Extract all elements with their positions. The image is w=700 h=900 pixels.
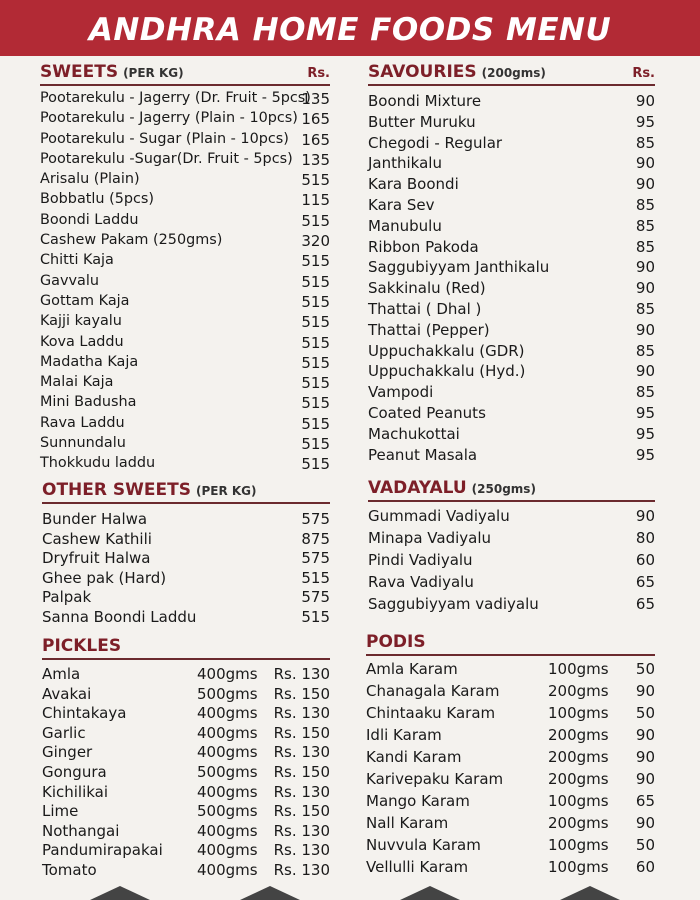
item-quantity: 400gms bbox=[197, 743, 258, 762]
item-price: Rs. 130 bbox=[273, 704, 330, 723]
item-name: Arisalu (Plain) bbox=[40, 171, 140, 188]
item-name: Saggubiyyam Janthikalu bbox=[368, 258, 550, 277]
podis-section bbox=[366, 632, 655, 880]
menu-item bbox=[42, 763, 330, 783]
item-name: Pootarekulu - Jagerry (Dr. Fruit - 5pcs) bbox=[40, 90, 311, 106]
menu-item bbox=[42, 783, 330, 803]
item-name: Pootarekulu - Jagerry (Plain - 10pcs) bbox=[40, 110, 298, 127]
item-name: Chintaaku Karam bbox=[366, 704, 496, 722]
item-name: Garlic bbox=[42, 723, 86, 742]
savouries-list bbox=[368, 92, 655, 466]
item-name: Cashew Kathili bbox=[42, 529, 152, 548]
menu-item bbox=[40, 110, 330, 130]
menu-item bbox=[368, 529, 655, 551]
menu-item bbox=[366, 682, 655, 704]
savouries-title: SAVOURIES bbox=[368, 62, 477, 82]
item-price: 515 bbox=[301, 568, 330, 587]
pickles-title: PICKLES bbox=[42, 636, 122, 656]
item-price: 50 bbox=[635, 704, 655, 722]
menu-item bbox=[366, 770, 655, 792]
menu-item bbox=[366, 836, 655, 858]
menu-item bbox=[40, 131, 330, 151]
vadayalu-list bbox=[368, 507, 655, 617]
item-price: Rs. 130 bbox=[273, 665, 330, 683]
item-name: Kajji kayalu bbox=[40, 313, 122, 330]
item-price: 575 bbox=[301, 549, 330, 568]
other-sweets-title: OTHER SWEETS bbox=[42, 480, 191, 500]
footer-ornament bbox=[0, 886, 700, 900]
menu-item bbox=[42, 549, 330, 569]
item-name: Gongura bbox=[42, 762, 107, 781]
menu-item bbox=[40, 293, 330, 313]
podis-header bbox=[366, 632, 655, 656]
item-price: 90 bbox=[635, 175, 655, 194]
item-price: 515 bbox=[301, 333, 330, 352]
menu-item bbox=[40, 232, 330, 252]
item-quantity: 100gms bbox=[548, 660, 609, 678]
item-price: Rs. 150 bbox=[273, 723, 330, 742]
item-price: 115 bbox=[301, 191, 330, 210]
item-name: Thokkudu laddu bbox=[40, 455, 156, 472]
item-quantity: 100gms bbox=[548, 836, 609, 854]
item-price: 575 bbox=[301, 588, 330, 607]
menu-item bbox=[42, 608, 330, 628]
item-price: Rs. 130 bbox=[273, 860, 330, 879]
item-price: 575 bbox=[301, 510, 330, 528]
menu-item bbox=[368, 258, 655, 279]
item-name: Kara Sev bbox=[368, 195, 435, 214]
menu-item bbox=[368, 217, 655, 238]
item-price: 515 bbox=[301, 607, 330, 626]
item-price: 90 bbox=[635, 320, 655, 339]
other-sweets-list bbox=[42, 510, 330, 628]
item-price: 95 bbox=[635, 424, 655, 443]
item-price: 85 bbox=[635, 133, 655, 152]
item-price: Rs. 150 bbox=[273, 802, 330, 821]
item-name: Rava Laddu bbox=[40, 414, 125, 431]
item-name: Pootarekulu - Sugar (Plain - 10pcs) bbox=[40, 130, 289, 147]
item-quantity: 100gms bbox=[548, 704, 609, 722]
item-quantity: 500gms bbox=[197, 802, 258, 821]
menu-item bbox=[42, 802, 330, 822]
item-name: Cashew Pakam (250gms) bbox=[40, 232, 223, 249]
item-price: 95 bbox=[635, 403, 655, 422]
item-name: Dryfruit Halwa bbox=[42, 549, 151, 568]
item-name: Uppuchakkalu (GDR) bbox=[368, 341, 525, 360]
menu-item bbox=[368, 507, 655, 529]
item-quantity: 400gms bbox=[197, 723, 258, 742]
menu-item bbox=[368, 404, 655, 425]
item-name: Pindi Vadiyalu bbox=[368, 551, 473, 569]
other-sweets-header bbox=[42, 480, 330, 504]
menu-item bbox=[368, 300, 655, 321]
item-quantity: 200gms bbox=[548, 748, 609, 766]
item-price: Rs. 130 bbox=[273, 782, 330, 801]
item-price: 85 bbox=[635, 237, 655, 256]
menu-item bbox=[42, 861, 330, 881]
item-name: Sanna Boondi Laddu bbox=[42, 607, 197, 626]
item-price: 50 bbox=[635, 836, 655, 854]
item-name: Nothangai bbox=[42, 821, 120, 840]
item-price: 60 bbox=[635, 858, 655, 876]
item-price: 90 bbox=[635, 726, 655, 744]
item-name: Mini Badusha bbox=[40, 394, 137, 411]
menu-item bbox=[40, 415, 330, 435]
menu-item bbox=[42, 822, 330, 842]
item-price: Rs. 150 bbox=[273, 762, 330, 781]
item-price: 50 bbox=[635, 660, 655, 678]
savouries-rs-label: Rs. bbox=[632, 66, 655, 81]
sweets-rs-label: Rs. bbox=[307, 66, 330, 81]
menu-item bbox=[42, 841, 330, 861]
item-name: Chitti Kaja bbox=[40, 252, 114, 269]
item-name: Chegodi - Regular bbox=[368, 133, 503, 152]
item-quantity: 200gms bbox=[548, 726, 609, 744]
vadayalu-title: VADAYALU bbox=[368, 478, 467, 498]
item-price: 90 bbox=[635, 258, 655, 277]
sweets-unit: (PER KG) bbox=[123, 66, 184, 80]
item-price: Rs. 130 bbox=[273, 841, 330, 860]
item-price: 65 bbox=[635, 595, 655, 613]
item-name: Kandi Karam bbox=[366, 748, 462, 766]
menu-item bbox=[366, 726, 655, 748]
menu-item bbox=[368, 321, 655, 342]
item-price: 515 bbox=[301, 394, 330, 413]
menu-item bbox=[40, 273, 330, 293]
sweets-title: SWEETS bbox=[40, 62, 119, 82]
menu-item bbox=[42, 530, 330, 550]
item-name: Uppuchakkalu (Hyd.) bbox=[368, 362, 526, 381]
item-name: Minapa Vadiyalu bbox=[368, 529, 492, 547]
item-price: Rs. 130 bbox=[273, 821, 330, 840]
menu-item bbox=[368, 113, 655, 134]
savouries-header bbox=[368, 62, 655, 86]
item-name: Nall Karam bbox=[366, 814, 449, 832]
menu-item bbox=[366, 858, 655, 880]
item-name: Coated Peanuts bbox=[368, 403, 486, 422]
item-name: Saggubiyyam vadiyalu bbox=[368, 595, 539, 613]
item-price: 90 bbox=[635, 814, 655, 832]
item-name: Madatha Kaja bbox=[40, 353, 139, 370]
item-quantity: 400gms bbox=[197, 860, 258, 879]
menu-item bbox=[40, 171, 330, 191]
pickles-list bbox=[42, 665, 330, 881]
vadayalu-unit: (250gms) bbox=[471, 482, 536, 496]
item-price: 515 bbox=[301, 414, 330, 433]
menu-item bbox=[40, 394, 330, 414]
item-quantity: 200gms bbox=[548, 770, 609, 788]
item-name: Machukottai bbox=[368, 424, 460, 443]
podis-title: PODIS bbox=[366, 632, 426, 652]
item-quantity: 200gms bbox=[548, 682, 609, 700]
menu-item bbox=[42, 569, 330, 589]
menu-item bbox=[40, 313, 330, 333]
item-price: 85 bbox=[635, 383, 655, 402]
menu-item bbox=[368, 595, 655, 617]
item-name: Rava Vadiyalu bbox=[368, 573, 474, 591]
item-price: 90 bbox=[635, 770, 655, 788]
item-price: 85 bbox=[635, 299, 655, 318]
item-name: Chintakaya bbox=[42, 704, 127, 723]
menu-item bbox=[42, 704, 330, 724]
pickles-section bbox=[42, 636, 330, 881]
item-price: 165 bbox=[301, 110, 330, 129]
item-price: 85 bbox=[635, 341, 655, 360]
item-name: Manubulu bbox=[368, 216, 442, 235]
menu-item bbox=[366, 660, 655, 682]
item-name: Thattai (Pepper) bbox=[368, 320, 490, 339]
page-title: ANDHRA HOME FOODS MENU bbox=[88, 12, 612, 48]
menu-item bbox=[42, 743, 330, 763]
item-price: Rs. 130 bbox=[273, 743, 330, 762]
savouries-section bbox=[368, 62, 655, 466]
sweets-section bbox=[40, 62, 330, 476]
menu-item bbox=[368, 362, 655, 383]
item-name: Vellulli Karam bbox=[366, 858, 469, 876]
menu-item bbox=[40, 151, 330, 171]
menu-item bbox=[40, 252, 330, 272]
item-price: 515 bbox=[301, 374, 330, 393]
menu-item bbox=[40, 374, 330, 394]
item-name: Tomato bbox=[42, 860, 97, 879]
menu-item bbox=[368, 446, 655, 467]
item-name: Sunnundalu bbox=[40, 435, 126, 452]
menu-item bbox=[368, 425, 655, 446]
menu-item bbox=[40, 90, 330, 110]
menu-item bbox=[40, 435, 330, 455]
item-price: 875 bbox=[301, 529, 330, 548]
item-price: 90 bbox=[635, 682, 655, 700]
item-name: Ginger bbox=[42, 743, 93, 762]
item-price: 515 bbox=[301, 211, 330, 230]
item-name: Ghee pak (Hard) bbox=[42, 568, 167, 587]
item-name: Kichilikai bbox=[42, 782, 109, 801]
item-price: 90 bbox=[635, 748, 655, 766]
item-name: Bunder Halwa bbox=[42, 510, 148, 528]
menu-item bbox=[42, 665, 330, 685]
menu-item bbox=[40, 334, 330, 354]
menu-item bbox=[368, 92, 655, 113]
item-quantity: 100gms bbox=[548, 792, 609, 810]
item-quantity: 200gms bbox=[548, 814, 609, 832]
item-name: Janthikalu bbox=[368, 154, 442, 173]
item-name: Thattai ( Dhal ) bbox=[368, 299, 482, 318]
item-name: Kara Boondi bbox=[368, 175, 459, 194]
item-price: 135 bbox=[301, 150, 330, 169]
item-price: 90 bbox=[635, 279, 655, 298]
menu-item bbox=[40, 212, 330, 232]
item-name: Bobbatlu (5pcs) bbox=[40, 191, 155, 208]
item-price: 515 bbox=[301, 171, 330, 190]
item-price: 80 bbox=[635, 529, 655, 547]
item-quantity: 400gms bbox=[197, 841, 258, 860]
menu-item bbox=[366, 748, 655, 770]
item-price: 320 bbox=[301, 232, 330, 251]
item-name: Sakkinalu (Red) bbox=[368, 279, 486, 298]
item-name: Pootarekulu -Sugar(Dr. Fruit - 5pcs) bbox=[40, 150, 293, 167]
item-price: 165 bbox=[301, 130, 330, 149]
item-price: 95 bbox=[635, 445, 655, 464]
item-price: 515 bbox=[301, 353, 330, 372]
item-quantity: 500gms bbox=[197, 684, 258, 703]
item-name: Chanagala Karam bbox=[366, 682, 500, 700]
pickles-header bbox=[42, 636, 330, 660]
item-price: 85 bbox=[635, 195, 655, 214]
item-price: 60 bbox=[635, 551, 655, 569]
item-price: 90 bbox=[635, 92, 655, 110]
item-name: Kova Laddu bbox=[40, 333, 124, 350]
item-price: 515 bbox=[301, 455, 330, 474]
item-name: Pandumirapakai bbox=[42, 841, 163, 860]
item-name: Butter Muruku bbox=[368, 112, 476, 131]
menu-item bbox=[42, 685, 330, 705]
item-quantity: 100gms bbox=[548, 858, 609, 876]
item-price: 515 bbox=[301, 313, 330, 332]
item-name: Lime bbox=[42, 802, 79, 821]
item-quantity: 400gms bbox=[197, 704, 258, 723]
item-name: Karivepaku Karam bbox=[366, 770, 504, 788]
item-price: 85 bbox=[635, 216, 655, 235]
other-sweets-section bbox=[42, 480, 330, 628]
sweets-list bbox=[40, 90, 330, 476]
menu-item bbox=[40, 354, 330, 374]
savouries-unit: (200gms) bbox=[481, 66, 546, 80]
menu-item bbox=[368, 383, 655, 404]
item-price: 90 bbox=[635, 154, 655, 173]
menu-item bbox=[40, 455, 330, 475]
item-price: 90 bbox=[635, 362, 655, 381]
menu-item bbox=[42, 724, 330, 744]
menu-item bbox=[366, 792, 655, 814]
menu-item bbox=[42, 588, 330, 608]
other-sweets-unit: (PER KG) bbox=[195, 484, 257, 498]
sweets-header bbox=[40, 62, 330, 86]
item-name: Gottam Kaja bbox=[40, 292, 130, 309]
item-name: Avakai bbox=[42, 684, 92, 703]
item-name: Amla Karam bbox=[366, 660, 458, 678]
item-name: Boondi Mixture bbox=[368, 92, 482, 110]
vadayalu-section bbox=[368, 478, 655, 617]
item-quantity: 400gms bbox=[197, 665, 258, 683]
item-price: 515 bbox=[301, 435, 330, 454]
item-price: 515 bbox=[301, 272, 330, 291]
menu-item bbox=[42, 510, 330, 530]
item-name: Boondi Laddu bbox=[40, 211, 139, 228]
item-price: 65 bbox=[635, 573, 655, 591]
menu-item bbox=[368, 154, 655, 175]
item-name: Ribbon Pakoda bbox=[368, 237, 479, 256]
menu-item bbox=[368, 551, 655, 573]
item-name: Amla bbox=[42, 665, 81, 683]
menu-item bbox=[368, 342, 655, 363]
item-quantity: 400gms bbox=[197, 782, 258, 801]
menu-item bbox=[40, 191, 330, 211]
item-price: 95 bbox=[635, 112, 655, 131]
menu-item bbox=[368, 196, 655, 217]
item-price: 90 bbox=[635, 507, 655, 525]
menu-item bbox=[368, 134, 655, 155]
item-name: Peanut Masala bbox=[368, 445, 478, 464]
menu-item bbox=[366, 814, 655, 836]
menu-item bbox=[368, 238, 655, 259]
item-name: Palpak bbox=[42, 588, 92, 607]
menu-item bbox=[368, 175, 655, 196]
vadayalu-header bbox=[368, 478, 655, 502]
item-name: Nuvvula Karam bbox=[366, 836, 481, 854]
item-name: Idli Karam bbox=[366, 726, 442, 744]
item-quantity: 400gms bbox=[197, 821, 258, 840]
item-price: 515 bbox=[301, 292, 330, 311]
menu-item bbox=[366, 704, 655, 726]
item-price: 515 bbox=[301, 252, 330, 271]
item-name: Mango Karam bbox=[366, 792, 470, 810]
item-name: Gavvalu bbox=[40, 272, 99, 289]
menu-item bbox=[368, 279, 655, 300]
item-price: Rs. 150 bbox=[273, 684, 330, 703]
menu-item bbox=[368, 573, 655, 595]
podis-list bbox=[366, 660, 655, 880]
item-quantity: 500gms bbox=[197, 762, 258, 781]
item-name: Malai Kaja bbox=[40, 374, 114, 391]
item-name: Gummadi Vadiyalu bbox=[368, 507, 510, 525]
item-name: Vampodi bbox=[368, 383, 434, 402]
item-price: 65 bbox=[635, 792, 655, 810]
item-price: 135 bbox=[301, 90, 330, 108]
